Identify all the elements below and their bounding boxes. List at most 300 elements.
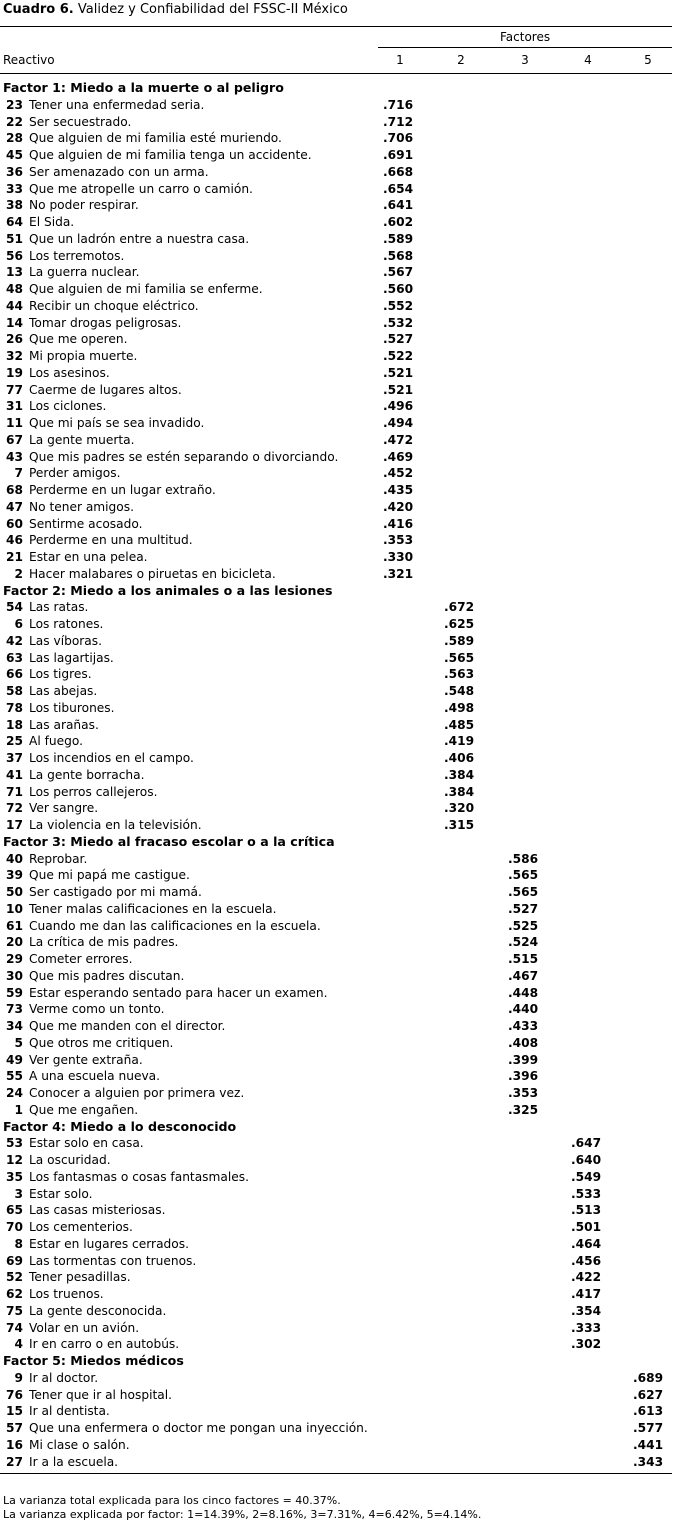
col-header-3: 3 xyxy=(521,53,529,67)
factor-loading: .396 xyxy=(508,1069,539,1084)
item-number: 60 xyxy=(6,516,23,531)
table-row xyxy=(0,733,676,750)
table-row xyxy=(0,1135,676,1152)
table-row xyxy=(0,1068,676,1085)
item-number: 33 xyxy=(6,181,23,196)
item-text: Los asesinos. xyxy=(29,365,110,380)
table-row xyxy=(0,616,676,633)
item-text: Que un ladrón entre a nuestra casa. xyxy=(29,231,250,246)
factores-header: Factores xyxy=(500,30,551,44)
factor-loading: .452 xyxy=(383,466,414,481)
item-number: 40 xyxy=(6,851,23,866)
item-text: Reprobar. xyxy=(29,851,88,866)
factor-loading: .668 xyxy=(383,164,414,179)
table-row xyxy=(0,164,676,181)
factor-loading: .549 xyxy=(571,1169,602,1184)
item-number: 25 xyxy=(6,734,23,749)
table-row xyxy=(0,985,676,1002)
item-number: 66 xyxy=(6,667,23,682)
table-caption xyxy=(3,2,348,17)
table-row xyxy=(0,650,676,667)
factor-loading: .532 xyxy=(383,315,414,330)
item-number: 39 xyxy=(6,868,23,883)
factores-rule xyxy=(378,47,672,48)
table-row xyxy=(0,1370,676,1387)
item-number: 70 xyxy=(6,1220,23,1234)
factor-loading: .399 xyxy=(508,1052,539,1067)
item-number: 37 xyxy=(6,751,23,765)
factor-loading: .565 xyxy=(508,885,539,899)
factor-loading: .456 xyxy=(571,1253,602,1268)
item-text: Las abejas. xyxy=(29,684,98,698)
table-row xyxy=(0,516,676,533)
table-row xyxy=(0,197,676,214)
factor-loading: .577 xyxy=(633,1421,664,1435)
item-number: 22 xyxy=(6,114,23,129)
table-row xyxy=(0,700,676,717)
factor-loading: .464 xyxy=(571,1236,602,1251)
item-number: 54 xyxy=(6,600,23,615)
factor-loading: .602 xyxy=(383,215,414,229)
table-row xyxy=(0,884,676,901)
factor-loading: .568 xyxy=(383,248,414,263)
table-row xyxy=(0,784,676,801)
factor-heading xyxy=(0,80,676,97)
factor-loading: .560 xyxy=(383,282,414,296)
item-number: 20 xyxy=(6,935,23,950)
col-header-5: 5 xyxy=(644,53,652,67)
item-number: 50 xyxy=(6,885,23,899)
item-text: Las ratas. xyxy=(29,600,89,615)
item-number: 58 xyxy=(6,684,23,698)
table-row xyxy=(0,365,676,382)
item-text: A una escuela nueva. xyxy=(29,1069,161,1084)
factor-loading: .353 xyxy=(508,1086,539,1100)
table-row xyxy=(0,549,676,566)
table-row xyxy=(0,1420,676,1437)
table-row xyxy=(0,851,676,868)
item-number: 73 xyxy=(6,1002,23,1017)
table-row xyxy=(0,1437,676,1454)
item-number: 65 xyxy=(6,1203,23,1218)
factor-loading: .302 xyxy=(571,1337,602,1352)
factor-loading: .408 xyxy=(508,1035,539,1050)
factor-loading: .716 xyxy=(383,97,414,112)
factor-loading: .625 xyxy=(444,617,475,631)
item-number: 47 xyxy=(6,499,23,514)
table-row xyxy=(0,683,676,700)
table-row xyxy=(0,918,676,935)
factor-loading: .330 xyxy=(383,550,414,564)
item-number: 48 xyxy=(6,282,23,296)
factor-loading: .689 xyxy=(633,1370,664,1385)
table-row xyxy=(0,867,676,884)
table-row xyxy=(0,114,676,131)
item-number: 4 xyxy=(14,1337,23,1352)
item-text: Caerme de lugares altos. xyxy=(29,382,182,397)
item-text: Perderme en una multitud. xyxy=(29,533,193,548)
item-number: 1 xyxy=(14,1102,23,1117)
item-text: Los ratones. xyxy=(29,617,104,631)
factor-loading: .320 xyxy=(444,801,475,816)
item-number: 74 xyxy=(6,1320,23,1335)
item-text: Hacer malabares o piruetas en bicicleta. xyxy=(29,566,276,581)
factor-loading: .419 xyxy=(444,734,475,749)
factor-loading: .321 xyxy=(383,566,414,581)
item-text: La gente muerta. xyxy=(29,432,135,447)
factor-title: Factor 3: Miedo al fracaso escolar o a la crítica xyxy=(3,833,335,849)
item-text: Verme como un tonto. xyxy=(29,1002,165,1017)
factor-loading: .496 xyxy=(383,399,414,414)
item-text: Ir al doctor. xyxy=(29,1370,99,1385)
item-text: No poder respirar. xyxy=(29,198,139,213)
factor-title: Factor 1: Miedo a la muerte o al peligro xyxy=(3,80,284,95)
item-text: Ir a la escuela. xyxy=(29,1454,119,1469)
item-number: 8 xyxy=(14,1236,23,1251)
factor-loading: .672 xyxy=(444,600,475,615)
item-number: 18 xyxy=(6,717,23,732)
factor-loading: .565 xyxy=(508,868,539,883)
item-number: 27 xyxy=(6,1454,23,1469)
table-row xyxy=(0,1403,676,1420)
item-text: Que me manden con el director. xyxy=(29,1019,226,1033)
item-number: 77 xyxy=(6,382,23,397)
factor-loading: .354 xyxy=(571,1303,602,1318)
item-text: Que me engañen. xyxy=(29,1102,139,1117)
item-text: Ser secuestrado. xyxy=(29,114,132,129)
footnote-per-factor: La varianza explicada por factor: 1=14.39%, 2=8.16%, 3=7.31%, 4=6.42%, 5=4.14%. xyxy=(3,1508,482,1521)
item-text: Estar solo. xyxy=(29,1186,93,1201)
item-number: 38 xyxy=(6,198,23,213)
factor-loading: .467 xyxy=(508,968,539,983)
item-text: Que una enfermera o doctor me pongan una inyección. xyxy=(29,1421,368,1435)
item-number: 53 xyxy=(6,1136,23,1151)
col-header-2: 2 xyxy=(457,53,465,67)
table-row xyxy=(0,1152,676,1169)
item-number: 2 xyxy=(14,566,23,581)
table-row xyxy=(0,1286,676,1303)
factor-loading: .333 xyxy=(571,1320,602,1335)
item-number: 34 xyxy=(6,1019,23,1033)
item-number: 13 xyxy=(6,265,23,280)
caption-title: Validez y Confiabilidad del FSSC-II México xyxy=(77,2,348,17)
factor-loading: .433 xyxy=(508,1019,539,1033)
item-text: Las arañas. xyxy=(29,717,99,732)
item-text: Ser amenazado con un arma. xyxy=(29,164,209,179)
factor-loading: .343 xyxy=(633,1454,664,1469)
table-row xyxy=(0,532,676,549)
item-number: 15 xyxy=(6,1404,23,1419)
table-row xyxy=(0,666,676,683)
table-row xyxy=(0,398,676,415)
factor-loading: .521 xyxy=(383,365,414,380)
factor-loading: .448 xyxy=(508,985,539,1000)
item-text: Estar solo en casa. xyxy=(29,1136,144,1151)
table-row xyxy=(0,248,676,265)
item-text: La crítica de mis padres. xyxy=(29,935,179,950)
caption-label: Cuadro 6. xyxy=(3,2,74,17)
item-text: Que me operen. xyxy=(29,332,128,347)
item-number: 31 xyxy=(6,399,23,414)
item-text: Ir al dentista. xyxy=(29,1404,110,1419)
item-text: Las casas misteriosas. xyxy=(29,1203,166,1218)
table-row xyxy=(0,717,676,734)
item-text: La gente borracha. xyxy=(29,767,145,782)
item-number: 14 xyxy=(6,315,23,330)
table-row xyxy=(0,264,676,281)
item-number: 32 xyxy=(6,349,23,363)
item-number: 57 xyxy=(6,1421,23,1435)
table-row xyxy=(0,482,676,499)
table-row xyxy=(0,951,676,968)
factor-loading: .440 xyxy=(508,1002,539,1017)
factor-heading xyxy=(0,1353,676,1370)
factor-loading: .472 xyxy=(383,432,414,447)
item-number: 49 xyxy=(6,1052,23,1067)
factor-loading: .513 xyxy=(571,1203,602,1218)
item-number: 10 xyxy=(6,901,23,916)
item-text: Los ciclones. xyxy=(29,399,107,414)
table-row xyxy=(0,1169,676,1186)
item-text: Estar esperando sentado para hacer un examen. xyxy=(29,985,328,1000)
item-number: 16 xyxy=(6,1437,23,1452)
item-number: 62 xyxy=(6,1287,23,1301)
table-row xyxy=(0,231,676,248)
item-number: 7 xyxy=(14,466,23,481)
factor-title: Factor 5: Miedos médicos xyxy=(3,1353,184,1368)
item-text: Tomar drogas peligrosas. xyxy=(29,315,182,330)
factor-loading: .525 xyxy=(508,918,539,933)
factor-loading: .315 xyxy=(444,818,475,832)
factor-loading: .567 xyxy=(383,265,414,280)
item-text: Que mis padres se estén separando o divorciando. xyxy=(29,449,339,464)
item-text: Recibir un choque eléctrico. xyxy=(29,298,199,313)
table-row xyxy=(0,1001,676,1018)
table-row xyxy=(0,1320,676,1337)
item-text: Sentirme acosado. xyxy=(29,516,143,531)
table-row xyxy=(0,1454,676,1471)
col-header-1: 1 xyxy=(396,53,404,67)
factor-loading: .469 xyxy=(383,449,414,464)
factor-loading: .533 xyxy=(571,1186,602,1201)
item-text: Perderme en un lugar extraño. xyxy=(29,483,216,497)
item-text: Estar en una pelea. xyxy=(29,550,148,564)
table-row xyxy=(0,1035,676,1052)
factor-title: Factor 4: Miedo a lo desconocido xyxy=(3,1118,237,1134)
table-row xyxy=(0,214,676,231)
table-row xyxy=(0,1018,676,1035)
col-header-4: 4 xyxy=(584,53,592,67)
factor-loading: .422 xyxy=(571,1270,602,1285)
item-number: 11 xyxy=(6,416,23,430)
item-number: 51 xyxy=(6,231,23,246)
table-row xyxy=(0,1253,676,1270)
item-number: 59 xyxy=(6,985,23,1000)
factor-heading xyxy=(0,583,676,600)
table-row xyxy=(0,331,676,348)
factor-loading: .563 xyxy=(444,667,475,682)
table-row xyxy=(0,348,676,365)
item-text: Las lagartijas. xyxy=(29,650,114,665)
footnote-total: La varianza total explicada para los cinco factores = 40.37%. xyxy=(3,1494,341,1507)
factor-loading: .527 xyxy=(383,332,414,347)
table-body xyxy=(0,80,676,1471)
item-number: 9 xyxy=(14,1370,23,1385)
item-number: 24 xyxy=(6,1086,23,1100)
item-number: 42 xyxy=(6,633,23,648)
table-row xyxy=(0,315,676,332)
item-text: Los truenos. xyxy=(29,1287,104,1301)
item-text: Los tigres. xyxy=(29,667,92,682)
item-text: Ver sangre. xyxy=(29,801,99,816)
factor-loading: .548 xyxy=(444,684,475,698)
item-number: 56 xyxy=(6,248,23,263)
table-row xyxy=(0,281,676,298)
item-number: 30 xyxy=(6,968,23,983)
table-row xyxy=(0,181,676,198)
table-row xyxy=(0,599,676,616)
item-text: Tener malas calificaciones en la escuela. xyxy=(29,901,277,916)
item-number: 78 xyxy=(6,700,23,715)
factor-loading: .613 xyxy=(633,1404,664,1419)
table-row xyxy=(0,465,676,482)
factor-loading: .524 xyxy=(508,935,539,950)
item-number: 55 xyxy=(6,1069,23,1084)
item-number: 45 xyxy=(6,148,23,162)
table-row xyxy=(0,1236,676,1253)
item-number: 3 xyxy=(14,1186,23,1201)
item-number: 61 xyxy=(6,918,23,933)
table-row xyxy=(0,415,676,432)
item-number: 68 xyxy=(6,483,23,497)
item-text: Conocer a alguien por primera vez. xyxy=(29,1086,245,1100)
factor-loading: .498 xyxy=(444,700,475,715)
factor-loading: .384 xyxy=(444,784,475,799)
table-row xyxy=(0,147,676,164)
factor-loading: .706 xyxy=(383,131,414,146)
item-text: Cometer errores. xyxy=(29,952,133,966)
factor-loading: .515 xyxy=(508,952,539,966)
table-row xyxy=(0,934,676,951)
item-text: Los terremotos. xyxy=(29,248,125,263)
factor-loading: .420 xyxy=(383,499,414,514)
item-text: Tener que ir al hospital. xyxy=(29,1387,172,1402)
item-text: Tener pesadillas. xyxy=(29,1270,131,1285)
table-row xyxy=(0,432,676,449)
table-row xyxy=(0,499,676,516)
item-text: Los fantasmas o cosas fantasmales. xyxy=(29,1169,249,1184)
bottom-rule xyxy=(0,1473,672,1474)
factor-loading: .441 xyxy=(633,1437,664,1452)
item-number: 67 xyxy=(6,432,23,447)
item-text: Ir en carro o en autobús. xyxy=(29,1337,180,1352)
top-rule xyxy=(0,26,672,27)
header-rule xyxy=(0,73,672,74)
item-text: La gente desconocida. xyxy=(29,1303,167,1318)
factor-loading: .627 xyxy=(633,1387,664,1402)
factor-loading: .565 xyxy=(444,650,475,665)
item-number: 19 xyxy=(6,365,23,380)
item-text: Tener una enfermedad seria. xyxy=(29,97,205,112)
factor-loading: .527 xyxy=(508,901,539,916)
table-row xyxy=(0,1102,676,1119)
item-text: Los tiburones. xyxy=(29,700,115,715)
factor-loading: .325 xyxy=(508,1102,539,1117)
table-row xyxy=(0,633,676,650)
factor-loading: .641 xyxy=(383,198,414,213)
item-number: 5 xyxy=(14,1035,23,1050)
factor-loading: .485 xyxy=(444,717,475,732)
item-text: Cuando me dan las calificaciones en la escuela. xyxy=(29,918,321,933)
item-number: 76 xyxy=(6,1387,23,1402)
factor-loading: .417 xyxy=(571,1287,602,1301)
item-number: 46 xyxy=(6,533,23,548)
item-text: Ver gente extraña. xyxy=(29,1052,143,1067)
item-text: Las tormentas con truenos. xyxy=(29,1253,197,1268)
item-text: Al fuego. xyxy=(29,734,83,749)
factor-loading: .384 xyxy=(444,767,475,782)
factor-loading: .521 xyxy=(383,382,414,397)
item-number: 63 xyxy=(6,650,23,665)
table-row xyxy=(0,130,676,147)
item-number: 28 xyxy=(6,131,23,146)
item-text: Que mi país se sea invadido. xyxy=(29,416,205,430)
item-text: Que alguien de mi familia se enferme. xyxy=(29,282,263,296)
factor-loading: .552 xyxy=(383,298,414,313)
table-row xyxy=(0,1202,676,1219)
table-row xyxy=(0,800,676,817)
item-text: Que alguien de mi familia tenga un accidente. xyxy=(29,148,312,162)
item-text: Ser castigado por mi mamá. xyxy=(29,885,202,899)
factor-loading: .501 xyxy=(571,1220,602,1234)
table-row xyxy=(0,1219,676,1236)
factor-loading: .522 xyxy=(383,349,414,363)
factor-loading: .712 xyxy=(383,114,414,129)
factor-loading: .586 xyxy=(508,851,539,866)
item-number: 72 xyxy=(6,801,23,816)
item-text: Los incendios en el campo. xyxy=(29,751,194,765)
table-row xyxy=(0,968,676,985)
table-row xyxy=(0,1303,676,1320)
factor-heading xyxy=(0,834,676,851)
item-text: Mi clase o salón. xyxy=(29,1437,130,1452)
table-row xyxy=(0,97,676,114)
table-row xyxy=(0,750,676,767)
item-text: Las víboras. xyxy=(29,633,102,648)
item-number: 71 xyxy=(6,784,23,799)
item-number: 75 xyxy=(6,1303,23,1318)
item-text: Los perros callejeros. xyxy=(29,784,158,799)
factor-title: Factor 2: Miedo a los animales o a las lesiones xyxy=(3,582,333,598)
item-text: La violencia en la televisión. xyxy=(29,818,202,832)
item-number: 52 xyxy=(6,1270,23,1285)
item-text: El Sida. xyxy=(29,215,75,229)
factor-loading: .494 xyxy=(383,416,414,430)
item-number: 44 xyxy=(6,298,23,313)
item-text: Que alguien de mi familia esté muriendo. xyxy=(29,131,282,146)
factor-loading: .691 xyxy=(383,148,414,162)
item-text: Que mis padres discutan. xyxy=(29,968,185,983)
item-text: Volar en un avión. xyxy=(29,1320,140,1335)
item-text: Que me atropelle un carro o camión. xyxy=(29,181,253,196)
factor-loading: .406 xyxy=(444,751,475,765)
item-number: 26 xyxy=(6,332,23,347)
item-text: Que mi papá me castigue. xyxy=(29,868,190,883)
table-row xyxy=(0,767,676,784)
item-text: Que otros me critiquen. xyxy=(29,1035,174,1050)
factor-loading: .654 xyxy=(383,181,414,196)
factor-loading: .435 xyxy=(383,483,414,497)
